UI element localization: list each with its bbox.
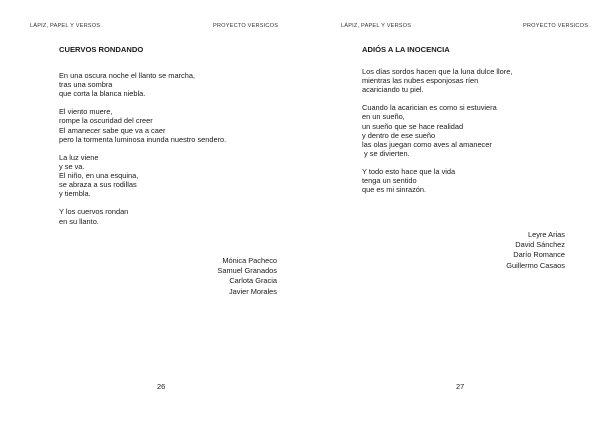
verse-line: El niño, en una esquina, [59, 171, 139, 181]
verse-line: La luz viene [59, 152, 99, 162]
author-list [217, 256, 277, 297]
author-name: Mónica Pacheco [222, 256, 277, 265]
stanza [362, 103, 512, 158]
page-number: 26 [157, 382, 166, 391]
verse-line: y se divierten. [362, 148, 410, 158]
verse-line: acariciando tu piel. [362, 85, 424, 95]
author-name: Darío Romance [513, 250, 565, 260]
verse-line: El amanecer sabe que va a caer [59, 125, 166, 135]
verse-line: En una oscura noche el llanto se marcha, [59, 71, 195, 80]
stanza [59, 107, 226, 143]
verse-line: que es mi sinrazón. [362, 185, 427, 195]
author-name: Javier Morales [228, 286, 277, 296]
stanza [362, 167, 512, 194]
right-page [300, 0, 600, 425]
verse-line: Los días sordos hacen que la luna dulce llore, [362, 67, 513, 76]
verse-line: que corta la blanca niebla. [59, 89, 146, 99]
verse-line: tras una sombra [59, 80, 113, 90]
author-name: Carlota Gracia [229, 276, 277, 286]
verse-line: se abraza a sus rodillas [59, 180, 137, 190]
verse-line: mientras las nubes esponjosas ríen [362, 76, 479, 86]
verse-line: tenga un sentido [362, 176, 417, 186]
verse-line: un sueño que se hace realidad [362, 121, 464, 131]
verse-line: Y todo esto hace que la vida [362, 167, 456, 177]
verse-line: pero la tormenta luminosa inunda nuestro sendero. [59, 134, 227, 144]
author-name: Samuel Granados [217, 266, 277, 276]
poem-body [59, 71, 226, 235]
running-header-right: PROYECTO VERSICOS [213, 23, 279, 29]
verse-line: rompe la oscuridad del creer [59, 116, 153, 126]
page-number: 27 [456, 382, 465, 391]
stanza [59, 153, 226, 198]
author-list [506, 230, 565, 271]
verse-line: en su llanto. [59, 216, 99, 226]
stanza [59, 71, 226, 98]
verse-line: y dentro de ese sueño [362, 130, 436, 140]
verse-line: El viento muere, [59, 107, 113, 117]
running-header-left: LÁPIZ, PAPEL Y VERSOS [341, 23, 412, 29]
verse-line: y tiembla. [59, 189, 91, 199]
author-name: Guillermo Casaos [506, 260, 565, 270]
stanza [362, 67, 512, 94]
verse-line: Y los cuervos rondan [59, 207, 129, 217]
stanza [59, 207, 226, 225]
running-header-right: PROYECTO VERSICOS [523, 23, 589, 29]
poem-body [362, 67, 512, 203]
author-name: David Sánchez [515, 240, 565, 250]
poem-title: CUERVOS RONDANDO [59, 45, 144, 54]
verse-line: las olas juegan como aves al amanecer [362, 139, 492, 149]
poem-title: ADIÓS A LA INOCENCIA [362, 45, 450, 54]
verse-line: Cuando la acarician es como si estuviera [362, 103, 497, 113]
author-name: Leyre Arias [528, 230, 565, 239]
running-header-left: LÁPIZ, PAPEL Y VERSOS [30, 23, 101, 29]
verse-line: y se va. [59, 161, 85, 171]
verse-line: en un sueño, [362, 112, 405, 122]
